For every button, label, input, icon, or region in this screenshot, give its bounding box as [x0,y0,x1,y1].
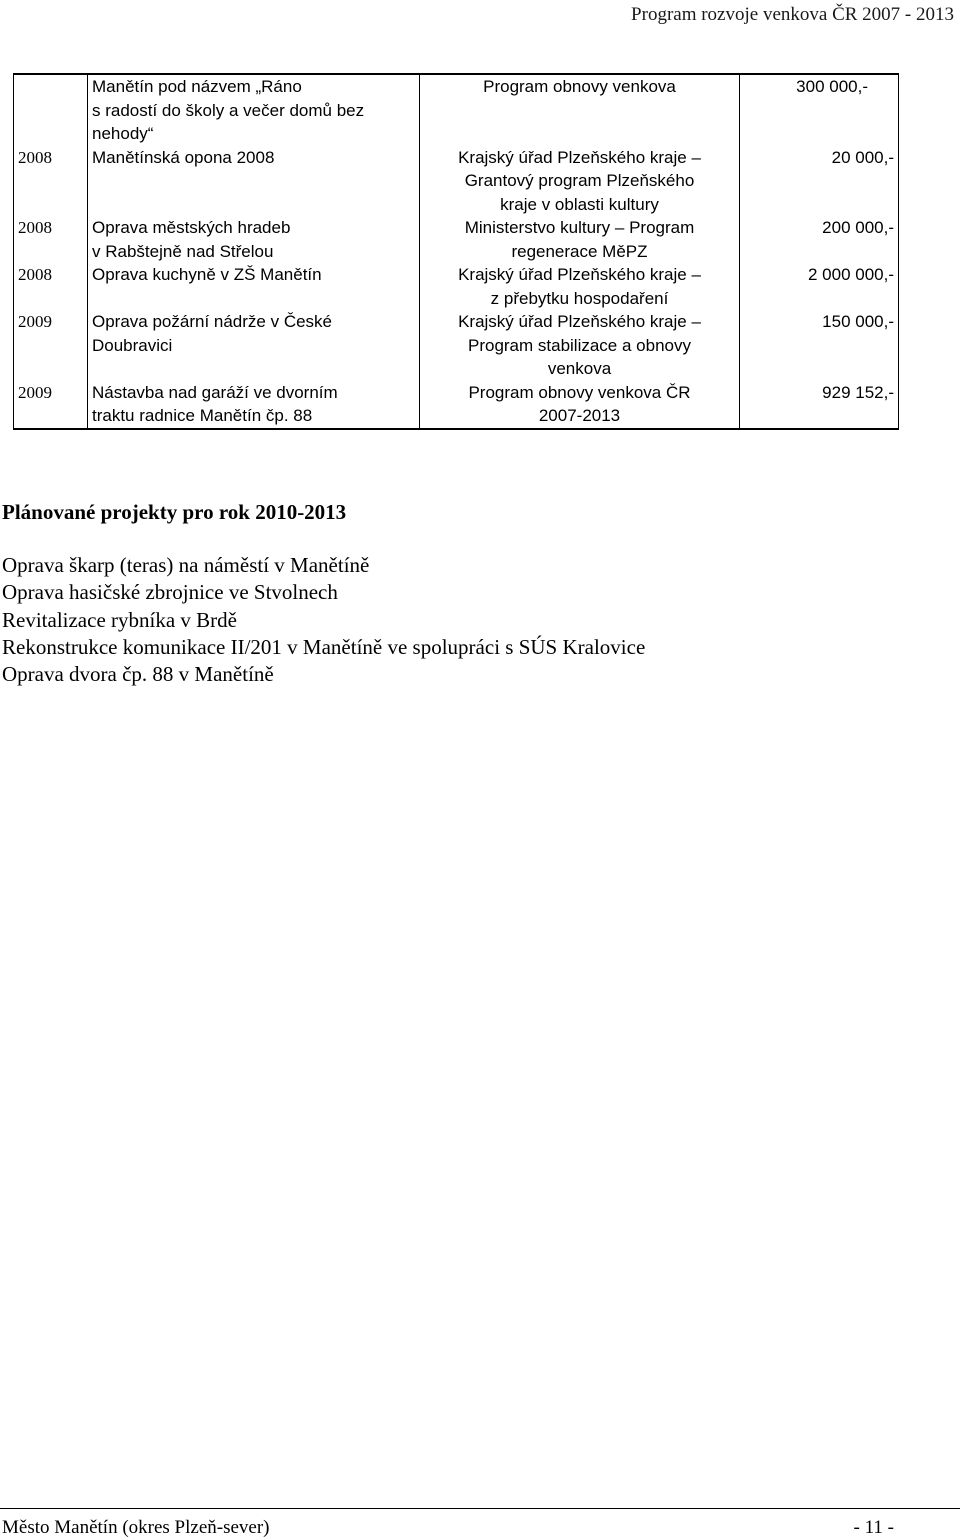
year-cell: 2008 [14,216,88,263]
list-item: Oprava hasičské zbrojnice ve Stvolnech [2,580,338,605]
list-item: Oprava dvora čp. 88 v Manětíně [2,662,274,687]
amount-cell: 2 000 000,- [740,263,899,310]
table-row [14,146,899,217]
planned-projects-heading: Plánované projekty pro rok 2010-2013 [2,500,347,524]
project-cell: Oprava městských hradeb v Rabštejně nad Střelou [88,216,420,263]
amount-cell: 150 000,- [740,310,899,381]
table-row [14,263,899,310]
amount-cell: 20 000,- [740,146,899,217]
amount-cell: 300 000,- [740,74,899,146]
table-row [14,216,899,263]
table-row [14,310,899,381]
page-number: - 11 - [853,1517,894,1538]
running-header: Program rozvoje venkova ČR 2007 - 2013 [631,4,954,25]
page-footer [0,1508,960,1538]
year-cell: 2009 [14,310,88,381]
project-cell: Nástavba nad garáží ve dvorním traktu radnice Manětín čp. 88 [88,381,420,429]
source-cell: Krajský úřad Plzeňského kraje – z přebytku hospodaření [420,263,740,310]
source-cell: Ministerstvo kultury – Program regenerace MěPZ [420,216,740,263]
source-cell: Program obnovy venkova [420,74,740,146]
table-row [14,381,899,429]
project-cell: Oprava kuchyně v ZŠ Manětín [88,263,420,310]
grants-table [13,73,899,430]
list-item: Rekonstrukce komunikace II/201 v Manětíně ve spolupráci s SÚS Kralovice [2,634,646,659]
planned-projects-list [2,552,645,688]
table-row [14,74,899,146]
project-cell: Oprava požární nádrže v České Doubravici [88,310,420,381]
year-cell: 2008 [14,146,88,217]
year-cell [14,74,88,146]
list-item: Revitalizace rybníka v Brdě [2,607,237,632]
year-cell: 2008 [14,263,88,310]
source-cell: Krajský úřad Plzeňského kraje – Program stabilizace a obnovy venkova [420,310,740,381]
source-cell: Program obnovy venkova ČR 2007-2013 [420,381,740,429]
year-cell: 2009 [14,381,88,429]
footer-municipality: Město Manětín (okres Plzeň-sever) [2,1517,270,1538]
amount-cell: 200 000,- [740,216,899,263]
list-item: Oprava škarp (teras) na náměstí v Manětíně [2,553,370,577]
amount-cell: 929 152,- [740,381,899,429]
source-cell: Krajský úřad Plzeňského kraje – Grantový program Plzeňského kraje v oblasti kultury [420,146,740,217]
project-cell: Manětín pod názvem „Ráno s radostí do školy a večer domů bez nehody“ [88,74,420,146]
project-cell: Manětínská opona 2008 [88,146,420,217]
